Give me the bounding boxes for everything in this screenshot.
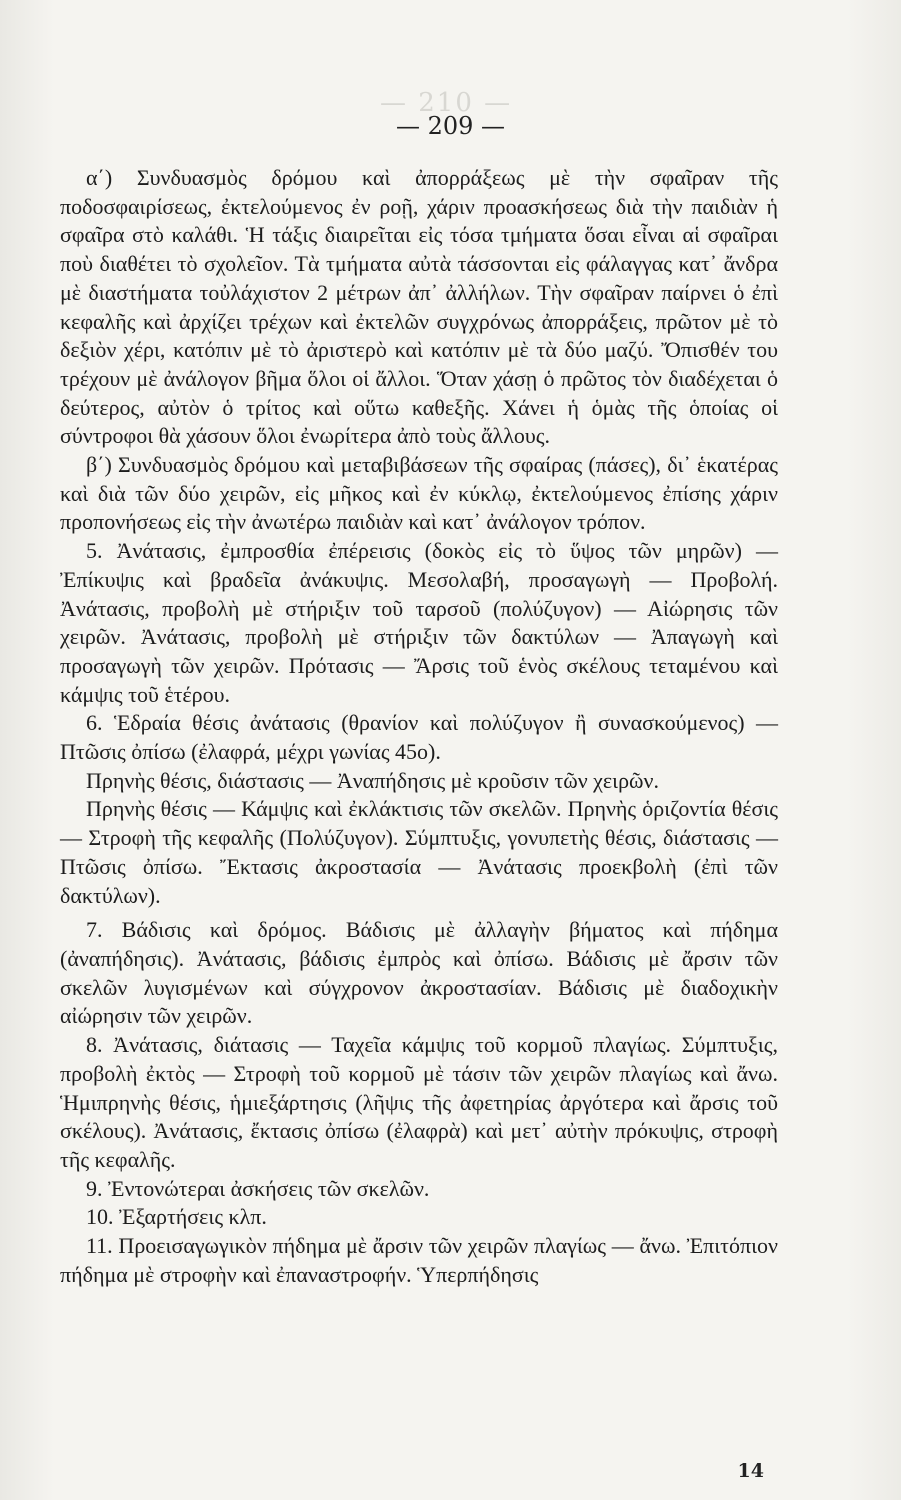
paragraph-6-prone-position: Πρηνὴς θέσις — Κάμψις καὶ ἐκλάκτισις τῶν σκελῶν. Πρηνὴς ὁριζοντία θέσις — Στροφὴ τῆς κεφαλῆς (Πολύζυγον). Σύμπτυξις, γονυπετὴς θέσις, διάστασις — Πτῶσις ὀπίσω. Ἔκτασις ἀκροστασία — Ἀνάτασις προεκβολὴ (ἐπὶ τῶν δακτύλων). xyxy=(60,796,778,908)
paragraph-alpha: α΄) Συνδυασμὸς δρόμου καὶ ἀπορράξεως μὲ τὴν σφαῖραν τῆς ποδοσφαιρίσεως, ἐκτελούμενος ἐν ροῇ, χάριν προασκήσεως διὰ τὴν παιδιὰν ἡ σφαῖρα στὸ καλάθι. Ἡ τάξις διαιρεῖται εἰς τόσα τμήματα ὅσαι εἶναι αἱ σφαῖραι ποὺ διαθέτει τὸ σχολεῖον. Τὰ τμήματα αὐτὰ τάσσονται εἰς φάλαγγας κατ᾽ ἄνδρα μὲ διαστήματα τοὐλάχιστον 2 μέτρων ἀπ᾽ ἀλλήλων. Τὴν σφαῖραν παίρνει ὁ ἐπὶ κεφαλῆς καὶ ἀρχίζει τρέχων καὶ ἐκτελῶν συγχρόνως ἀπορράξεις, πρῶτον μὲ τὸ δεξιὸν χέρι, κατόπιν μὲ τὸ ἀριστερὸ καὶ κατόπιν μὲ τὰ δύο μαζύ. Ὄπισθέν του τρέχουν μὲ ἀνάλογον βῆμα ὅλοι οἱ ἄλλοι. Ὅταν χάσῃ ὁ πρῶτος τὸν διαδέχεται ὁ δεύτερος, αὐτὸν ὁ τρίτος καὶ οὕτω καθεξῆς. Χάνει ἡ ὁμὰς τῆς ὁποίας οἱ σύντροφοι θὰ χάσουν ὅλοι ἐνωρίτερα ἀπὸ τοὺς ἄλλους. xyxy=(60,165,778,449)
body-text xyxy=(60,164,778,1289)
paragraph-5: 5. Ἀνάτασις, ἐμπροσθία ἐπέρεισις (δοκὸς εἰς τὸ ὕψος τῶν μηρῶν) — Ἐπίκυψις καὶ βραδεῖα ἀνάκυψις. Μεσολαβή, προσαγωγὴ — Προβολή. Ἀνάτασις, προβολὴ μὲ στήριξιν τοῦ ταρσοῦ (πολύζυγον) — Αἰώρησις τῶν χειρῶν. Ἀνάτασις, προβολὴ μὲ στήριξιν τῶν δακτύλων — Ἀπαγωγὴ καὶ προσαγωγὴ τῶν χειρῶν. Πρότασις — Ἄρσις τοῦ ἑνὸς σκέλους τεταμένου καὶ κάμψις τοῦ ἑτέρου. xyxy=(60,538,778,707)
bleed-through-page-number: — 210 — xyxy=(380,88,513,118)
paragraph-11: 11. Προεισαγωγικὸν πήδημα μὲ ἄρσιν τῶν χειρῶν πλαγίως — ἄνω. Ἐπιτόπιον πήδημα μὲ στροφὴν καὶ ἐπαναστροφήν. Ὑπερπήδησις xyxy=(60,1233,778,1287)
page-number: — 209 — xyxy=(395,112,506,140)
paragraph-6: 6. Ἑδραία θέσις ἀνάτασις (θρανίον καὶ πολύζυγον ἢ συνασκούμενος) — Πτῶσις ὀπίσω (ἐλαφρά, μέχρι γωνίας 45ο). xyxy=(60,710,778,765)
signature-mark: 14 xyxy=(737,1460,764,1482)
paragraph-6-prone-stance: Πρηνὴς θέσις, διάστασις — Ἀναπήδησις μὲ κροῦσιν τῶν χειρῶν. xyxy=(86,767,659,793)
paragraph-8: 8. Ἀνάτασις, διάτασις — Ταχεῖα κάμψις τοῦ κορμοῦ πλαγίως. Σύμπτυξις, προβολὴ ἐκτὸς — Στροφὴ τοῦ κορμοῦ μὲ τάσιν τῶν χειρῶν πλαγίως καὶ ἄνω. Ἡμιπρηνὴς θέσις, ἡμιεξάρτησις (λῆψις τῆς ἀφετηρίας ἀργότερα καὶ ἄρσις τοῦ σκέλους). Ἀνάτασις, ἔκτασις ὀπίσω (ἐλαφρὰ) καὶ μετ᾽ αὐτὴν πρόκυψις, στροφὴ τῆς κεφαλῆς. xyxy=(60,1032,778,1172)
paragraph-9: 9. Ἐντονώτεραι ἀσκήσεις τῶν σκελῶν. xyxy=(86,1175,430,1201)
paragraph-10: 10. Ἐξαρτήσεις κλπ. xyxy=(86,1204,267,1230)
paragraph-7: 7. Βάδισις καὶ δρόμος. Βάδισις μὲ ἀλλαγὴν βήματος καὶ πήδημα (ἀναπήδησις). Ἀνάτασις, βάδισις ἐμπρὸς καὶ ὀπίσω. Βάδισις μὲ ἄρσιν τῶν σκελῶν λυγισμένων καὶ σύγχρονον ἀκροστασίαν. Βάδισις μὲ διαδοχικὴν αἰώρησιν τῶν χειρῶν. xyxy=(60,917,778,1029)
paragraph-beta: β΄) Συνδυασμὸς δρόμου καὶ μεταβιβάσεων τῆς σφαίρας (πάσες), δι᾽ ἑκατέρας καὶ διὰ τῶν δύο χειρῶν, εἰς μῆκος καὶ ἐν κύκλῳ, ἐκτελούμενος ἐπίσης χάριν προπονήσεως εἰς τὴν ἀνωτέρω παιδιὰν καὶ κατ᾽ ἀνάλογον τρόπον. xyxy=(60,452,778,535)
